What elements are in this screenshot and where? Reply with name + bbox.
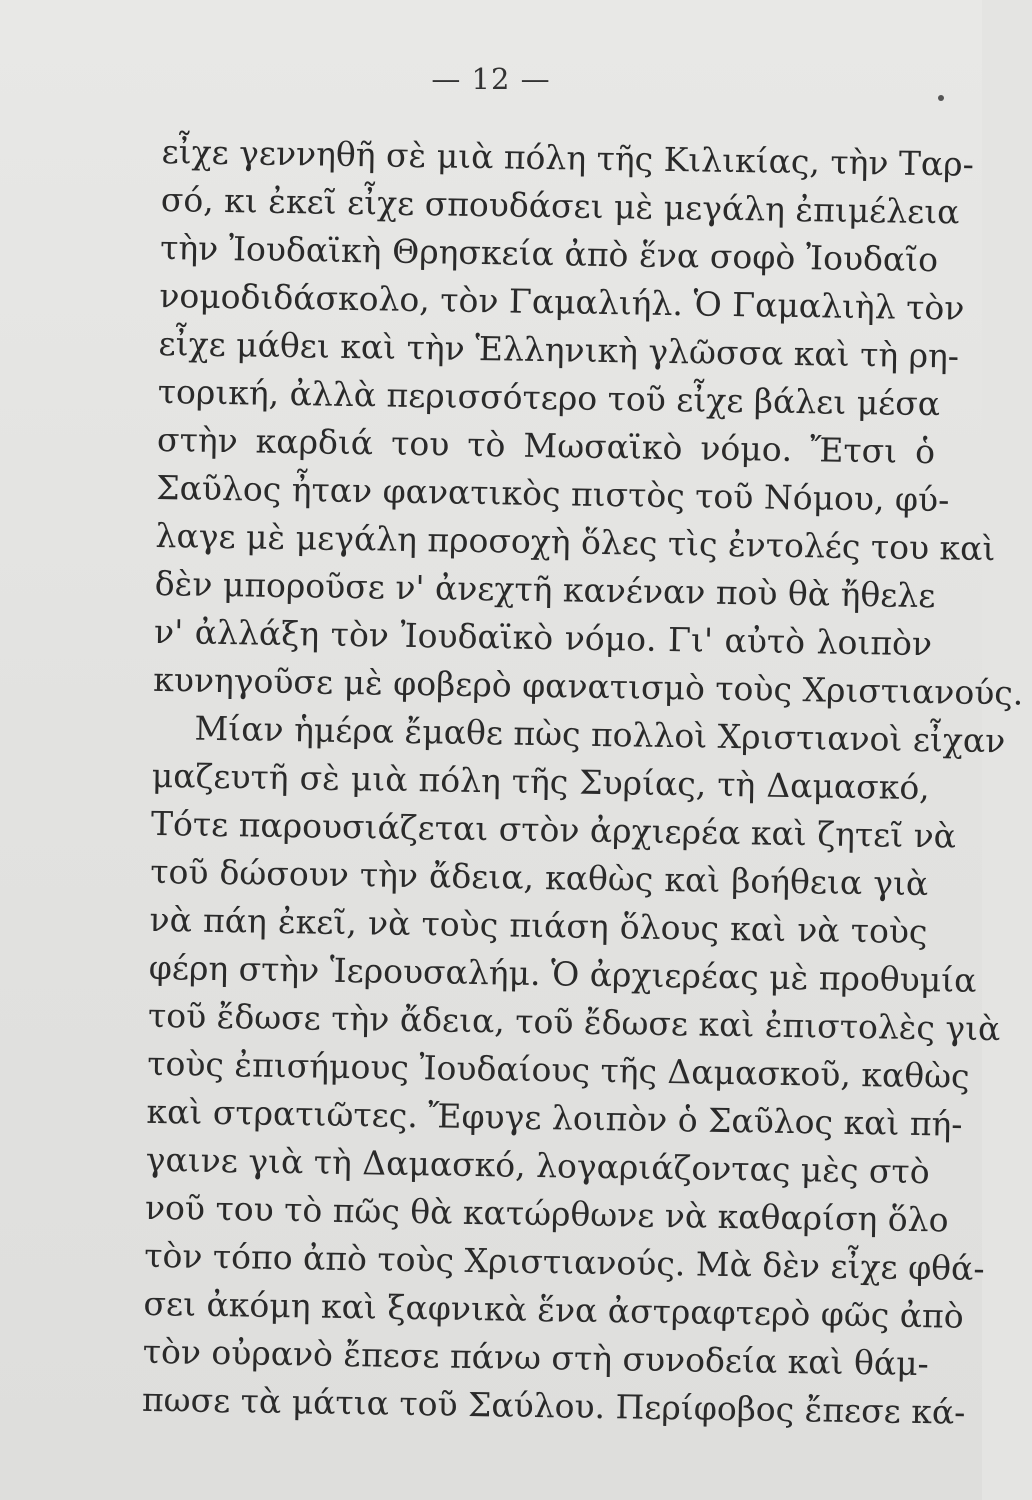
- page-number: — 12 —: [431, 62, 551, 96]
- text-line: τὴν Ἰουδαϊκὴ Θρησκεία ἀπὸ ἕνα σοφὸ Ἰουδαῖο: [159, 227, 939, 280]
- text-line: τὸν οὐρανὸ ἔπεσε πάνω στὴ συνοδεία καὶ θάμ-: [142, 1331, 930, 1384]
- text-line: εἶχε γεννηθῆ σὲ μιὰ πόλη τῆς Κιλικίας, τὴν Ταρ-: [161, 131, 975, 184]
- text-line: τοῦ δώσουν τὴν ἄδεια, καθὼς καὶ βοήθεια γιὰ: [150, 851, 929, 904]
- body-text: [141, 128, 1024, 1436]
- text-line: δὲν μποροῦσε ν' ἀνεχτῆ κανέναν ποὺ θὰ ἤθελε: [154, 563, 936, 616]
- text-line: ν' ἀλλάξη τὸν Ἰουδαϊκὸ νόμο. Γι' αὐτὸ λοιπὸν: [153, 611, 933, 664]
- text-line: λαγε μὲ μεγάλη προσοχὴ ὅλες τὶς ἐντολές του καὶ: [155, 515, 996, 569]
- text-line: Σαῦλος ἦταν φανατικὸς πιστὸς τοῦ Νόμου, φύ-: [156, 467, 950, 520]
- text-line: γαινε γιὰ τὴ Δαμασκό, λογαριάζοντας μὲς στὸ: [145, 1139, 930, 1192]
- text-line: σει ἀκόμη καὶ ξαφνικὰ ἕνα ἀστραφτερὸ φῶς ἀπὸ: [143, 1283, 964, 1336]
- text-line: Μίαν ἡμέρα ἔμαθε πὼς πολλοὶ Χριστιανοὶ εἶχαν: [194, 708, 1006, 761]
- text-line: τοῦ ἔδωσε τὴν ἄδεια, τοῦ ἔδωσε καὶ ἐπιστολὲς γιὰ: [147, 995, 1001, 1049]
- text-line: νοῦ του τὸ πῶς θὰ κατώρθωνε νὰ καθαρίση ὅλο: [144, 1187, 949, 1240]
- text-line: νὰ πάη ἐκεῖ, νὰ τοὺς πιάση ὅλους καὶ νὰ τοὺς: [149, 899, 928, 952]
- ink-speck: [938, 95, 944, 101]
- text-line: στὴν καρδιά του τὸ Μωσαϊκὸ νόμο. Ἔτσι ὁ: [156, 419, 936, 472]
- text-line: νομοδιδάσκολο, τὸν Γαμαλιήλ. Ὁ Γαμαλιὴλ τὸν: [159, 275, 965, 328]
- text-line: μαζευτῆ σὲ μιὰ πόλη τῆς Συρίας, τὴ Δαμασκό,: [151, 755, 931, 808]
- text-line: πωσε τὰ μάτια τοῦ Σαύλου. Περίφοβος ἔπεσε κά-: [141, 1379, 966, 1432]
- text-line: καὶ στρατιῶτες. Ἔφυγε λοιπὸν ὁ Σαῦλος καὶ πή-: [146, 1091, 963, 1144]
- text-line: εἶχε μάθει καὶ τὴν Ἑλληνικὴ γλῶσσα καὶ τὴ ρη-: [158, 323, 960, 376]
- text-line: σό, κι ἐκεῖ εἶχε σπουδάσει μὲ μεγάλη ἐπιμέλεια: [160, 179, 960, 232]
- text-line: τὸν τόπο ἀπὸ τοὺς Χριστιανούς. Μὰ δὲν εἶχε φθά-: [143, 1235, 985, 1289]
- text-line: φέρη στὴν Ἱερουσαλήμ. Ὁ ἀρχιερέας μὲ προθυμία: [148, 947, 977, 1000]
- text-line: κυνηγοῦσε μὲ φοβερὸ φανατισμὸ τοὺς Χριστιανούς.: [153, 659, 1024, 713]
- text-line: τοὺς ἐπισήμους Ἰουδαίους τῆς Δαμασκοῦ, καθὼς: [146, 1043, 970, 1096]
- text-line: τορική, ἀλλὰ περισσότερο τοῦ εἶχε βάλει μέσα: [157, 371, 941, 424]
- text-line: Τότε παρουσιάζεται στὸν ἀρχιερέα καὶ ζητεῖ νὰ: [150, 803, 957, 856]
